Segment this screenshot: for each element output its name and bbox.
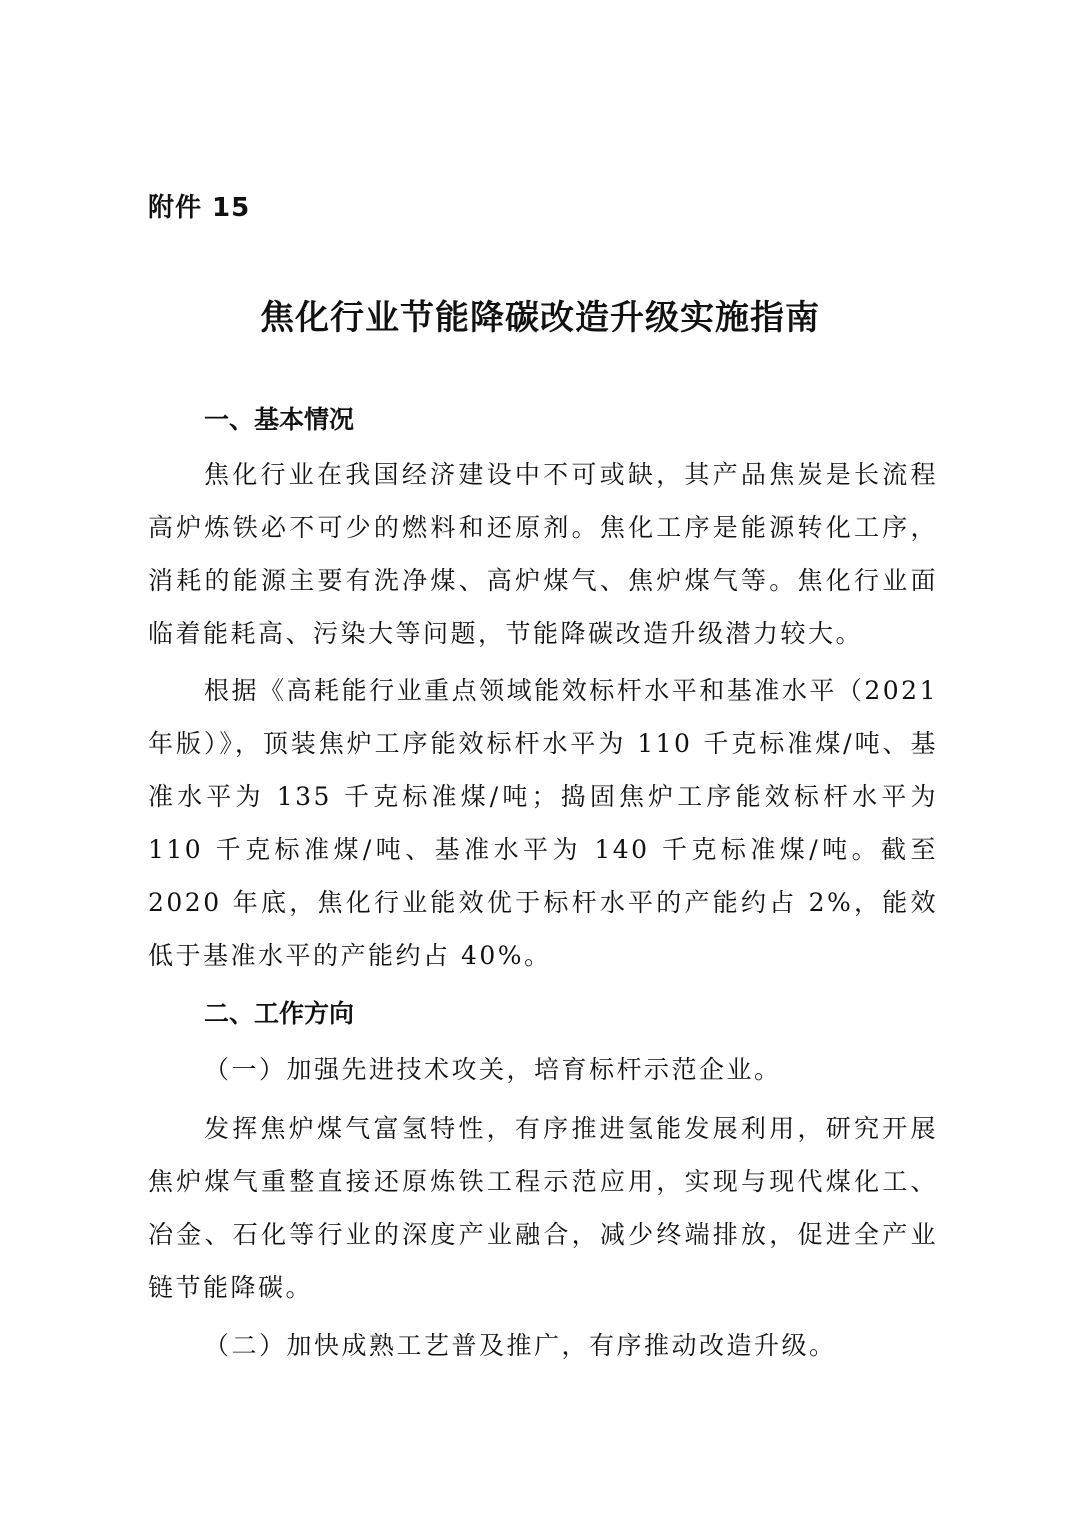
subheading-1: （一）加强先进技术攻关，培育标杆示范企业。 (204, 1055, 782, 1084)
paragraph-basic-2: 根据《高耗能行业重点领域能效标杆水平和基准水平（2021年版）》，顶装焦炉工序能效标杆水平为 110 千克标准煤/吨、基准水平为 135 千克标准煤/吨；捣固焦炉工序能效标杆水平为 110 千克标准煤/吨、基准水平为 140 千克标准煤/吨。截至 2020 年底，焦化行业能效优于标杆水平的产能约占 2%，能效低于基准水平的产能约占 40%。 (148, 676, 938, 970)
subheading-2: （二）加快成熟工艺普及推广，有序推动改造升级。 (204, 1331, 837, 1360)
attachment-label: 附件 15 (148, 193, 251, 223)
document-title: 焦化行业节能降碳改造升级实施指南 (260, 298, 820, 338)
paragraph-direction-1: 发挥焦炉煤气富氢特性，有序推进氢能发展利用，研究开展焦炉煤气重整直接还原炼铁工程示范应用，实现与现代煤化工、冶金、石化等行业的深度产业融合，减少终端排放，促进全产业链节能降碳。 (148, 1114, 938, 1302)
section-heading-basic: 一、基本情况 (204, 405, 355, 434)
section-heading-direction: 二、工作方向 (204, 999, 355, 1028)
paragraph-basic-1: 焦化行业在我国经济建设中不可或缺，其产品焦炭是长流程高炉炼铁必不可少的燃料和还原剂。焦化工序是能源转化工序，消耗的能源主要有洗净煤、高炉煤气、焦炉煤气等。焦化行业面临着能耗高、污染大等问题，节能降碳改造升级潜力较大。 (148, 460, 938, 648)
document-body (148, 392, 938, 1378)
